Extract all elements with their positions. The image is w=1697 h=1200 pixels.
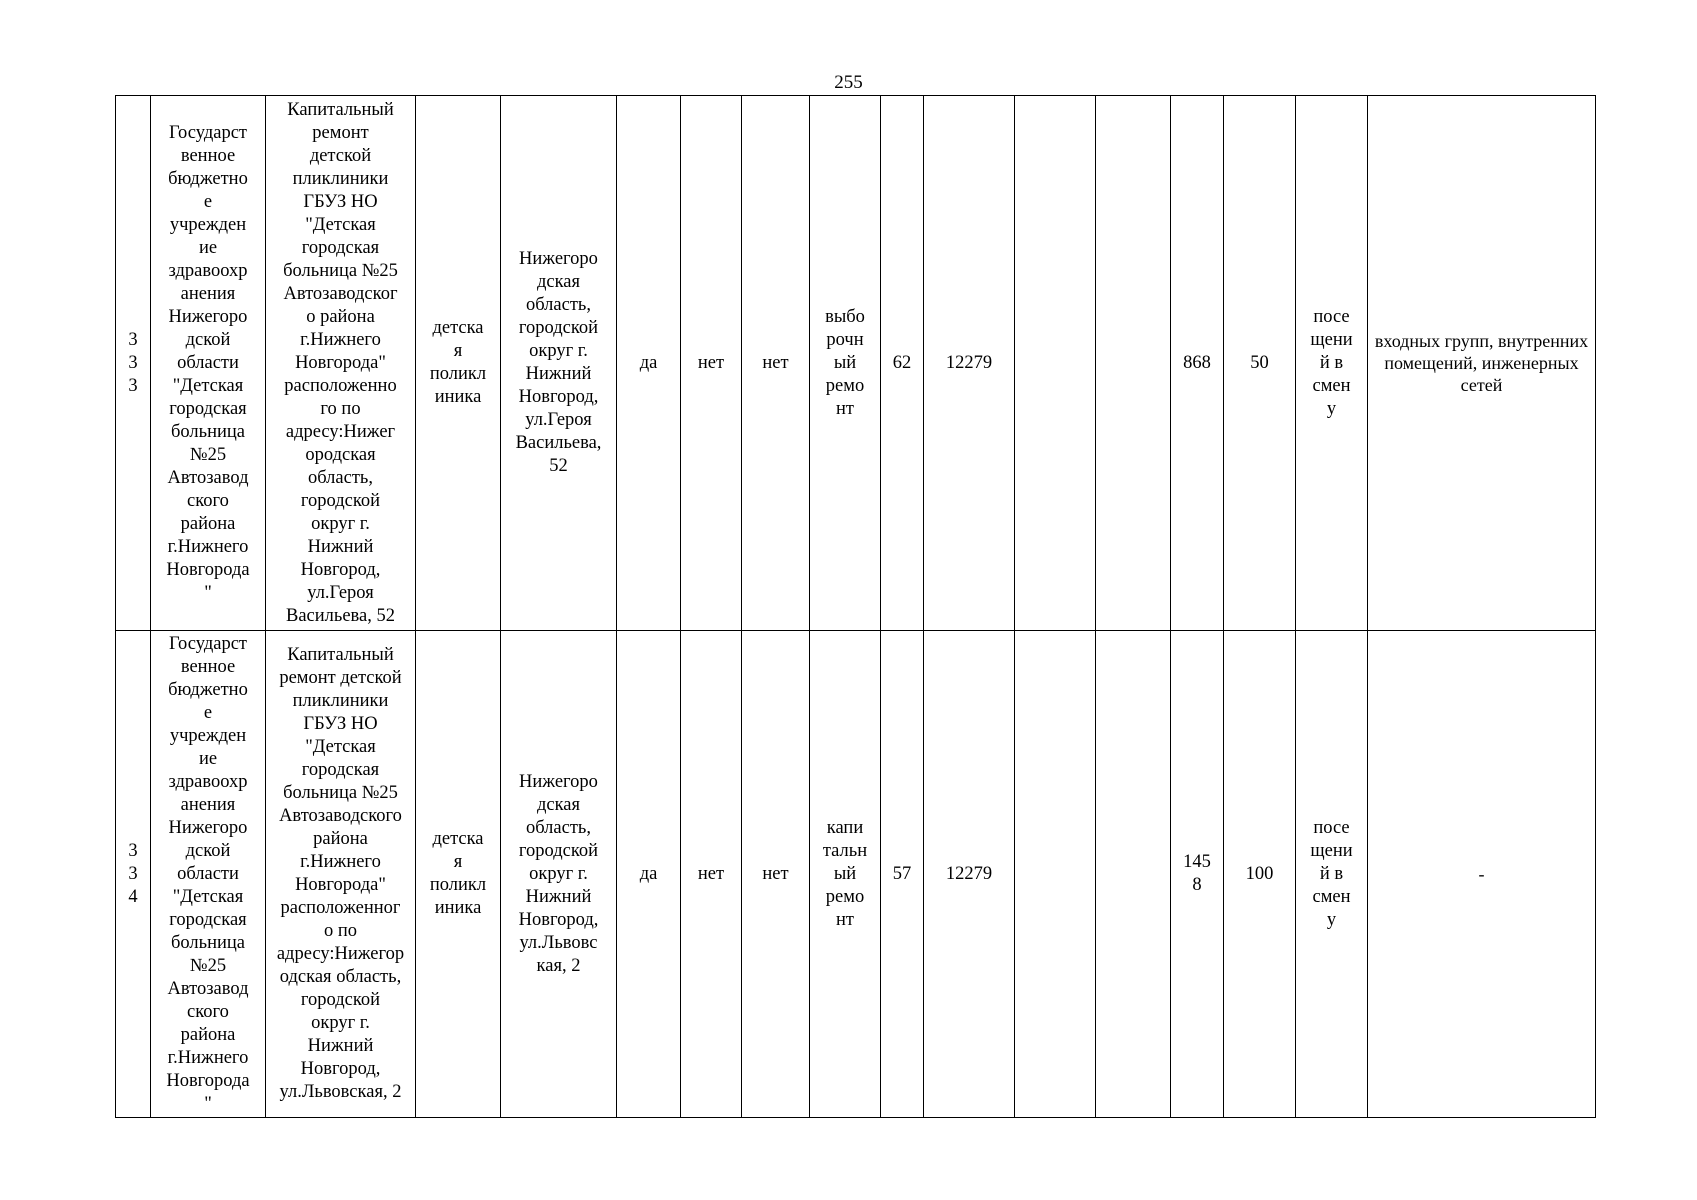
capacity-secondary-cell: 50	[1224, 96, 1296, 631]
table-row	[116, 96, 1596, 631]
object-type-cell: детска я поликл иника	[416, 96, 501, 631]
data-table	[115, 95, 1596, 1118]
capacity-secondary-cell: 100	[1224, 631, 1296, 1118]
address-cell: Нижегоро дская область, городской округ г. Нижний Новгород, ул.Львовс кая, 2	[501, 631, 617, 1118]
code-cell: 12279	[924, 96, 1015, 631]
table-row	[116, 631, 1596, 1118]
flag-b-cell: нет	[681, 631, 742, 1118]
flag-c-cell: нет	[742, 96, 810, 631]
works-cell: входных групп, внутренних помещений, инженерных сетей	[1368, 96, 1596, 631]
capacity-cell: 145 8	[1171, 631, 1224, 1118]
repair-type-cell: капи тальн ый ремо нт	[810, 631, 881, 1118]
flag-a-cell: да	[617, 631, 681, 1118]
organization-cell: Государст венное бюджетно е учрежден ие здравоохр анения Нижегоро дской области "Детская городская больница №25 Автозавод ского района г.Нижнего Новгорода "	[151, 96, 266, 631]
empty-cell	[1096, 631, 1171, 1118]
empty-cell	[1015, 96, 1096, 631]
capacity-cell: 868	[1171, 96, 1224, 631]
flag-a-cell: да	[617, 96, 681, 631]
works-cell: -	[1368, 631, 1596, 1118]
object-type-cell: детска я поликл иника	[416, 631, 501, 1118]
wear-percent-cell: 57	[881, 631, 924, 1118]
empty-cell	[1015, 631, 1096, 1118]
page-number: 255	[834, 72, 863, 93]
organization-cell: Государст венное бюджетно е учрежден ие здравоохр анения Нижегоро дской области "Детская городская больница №25 Автозавод ского района г.Нижнего Новгорода "	[151, 631, 266, 1118]
flag-b-cell: нет	[681, 96, 742, 631]
flag-c-cell: нет	[742, 631, 810, 1118]
wear-percent-cell: 62	[881, 96, 924, 631]
object-name-cell: Капитальный ремонт детской пликлиники ГБУЗ НО "Детская городская больница №25 Автозаводског о района г.Нижнего Новгорода" расположенно го по адресу:Нижег ородская область, городской округ г. Нижний Новгород, ул.Героя Васильева, 52	[266, 96, 416, 631]
row-number-cell: 3 3 3	[116, 96, 151, 631]
object-name-cell: Капитальный ремонт детской пликлиники ГБУЗ НО "Детская городская больница №25 Автозаводского района г.Нижнего Новгорода" расположенног о по адресу:Нижегор одская область, городской округ г. Нижний Новгород, ул.Львовская, 2	[266, 631, 416, 1118]
repair-type-cell: выбо рочн ый ремо нт	[810, 96, 881, 631]
unit-cell: посе щени й в смен у	[1296, 631, 1368, 1118]
code-cell: 12279	[924, 631, 1015, 1118]
row-number-cell: 3 3 4	[116, 631, 151, 1118]
empty-cell	[1096, 96, 1171, 631]
unit-cell: посе щени й в смен у	[1296, 96, 1368, 631]
address-cell: Нижегоро дская область, городской округ г. Нижний Новгород, ул.Героя Васильева, 52	[501, 96, 617, 631]
